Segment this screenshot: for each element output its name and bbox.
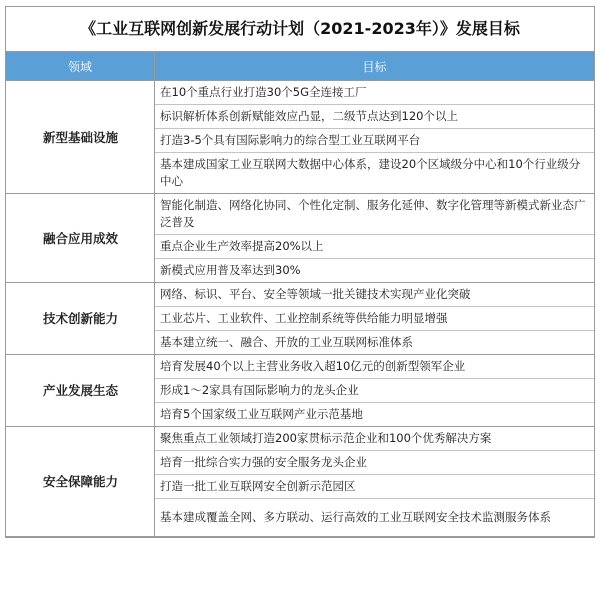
goal-cell: 培育发展40个以上主营业务收入超10亿元的创新型领军企业 xyxy=(155,355,595,379)
table-row xyxy=(6,81,594,105)
goal-cell: 重点企业生产效率提高20%以上 xyxy=(155,235,595,259)
goal-cell: 在10个重点行业打造30个5G全连接工厂 xyxy=(155,81,595,105)
goal-cell: 智能化制造、网络化协同、个性化定制、服务化延伸、数字化管理等新模式新业态广泛普及 xyxy=(155,194,595,235)
goal-cell: 标识解析体系创新赋能效应凸显，二级节点达到120个以上 xyxy=(155,105,595,129)
goal-cell: 形成1～2家具有国际影响力的龙头企业 xyxy=(155,379,595,403)
domain-cell-infrastructure: 新型基础设施 xyxy=(6,81,155,194)
goal-cell: 聚焦重点工业领域打造200家贯标示范企业和100个优秀解决方案 xyxy=(155,427,595,451)
domain-cell-ecosystem: 产业发展生态 xyxy=(6,355,155,427)
goal-cell: 网络、标识、平台、安全等领域一批关键技术实现产业化突破 xyxy=(155,283,595,307)
table-header-row xyxy=(6,52,594,81)
goals-table-container xyxy=(5,6,595,538)
goal-cell: 工业芯片、工业软件、工业控制系统等供给能力明显增强 xyxy=(155,307,595,331)
table-row xyxy=(6,194,594,235)
domain-cell-innovation: 技术创新能力 xyxy=(6,283,155,355)
goal-cell: 培育一批综合实力强的安全服务龙头企业 xyxy=(155,451,595,475)
table-row xyxy=(6,427,594,451)
goal-cell: 基本建成国家工业互联网大数据中心体系，建设20个区域级分中心和10个行业级分中心 xyxy=(155,153,595,194)
goal-cell: 培育5个国家级工业互联网产业示范基地 xyxy=(155,403,595,427)
goal-cell: 新模式应用普及率达到30% xyxy=(155,259,595,283)
goal-cell: 打造一批工业互联网安全创新示范园区 xyxy=(155,475,595,499)
domain-cell-application: 融合应用成效 xyxy=(6,194,155,283)
table-row xyxy=(6,283,594,307)
goal-cell: 基本建立统一、融合、开放的工业互联网标准体系 xyxy=(155,331,595,355)
domain-column-header: 领域 xyxy=(6,52,155,81)
page-title: 《工业互联网创新发展行动计划（2021-2023年）》发展目标 xyxy=(6,7,594,52)
goal-cell: 打造3-5个具有国际影响力的综合型工业互联网平台 xyxy=(155,129,595,153)
table-row xyxy=(6,355,594,379)
goal-cell: 基本建成覆盖全网、多方联动、运行高效的工业互联网安全技术监测服务体系 xyxy=(155,499,595,537)
goals-table xyxy=(6,52,594,537)
domain-cell-security: 安全保障能力 xyxy=(6,427,155,537)
goal-column-header: 目标 xyxy=(155,52,595,81)
